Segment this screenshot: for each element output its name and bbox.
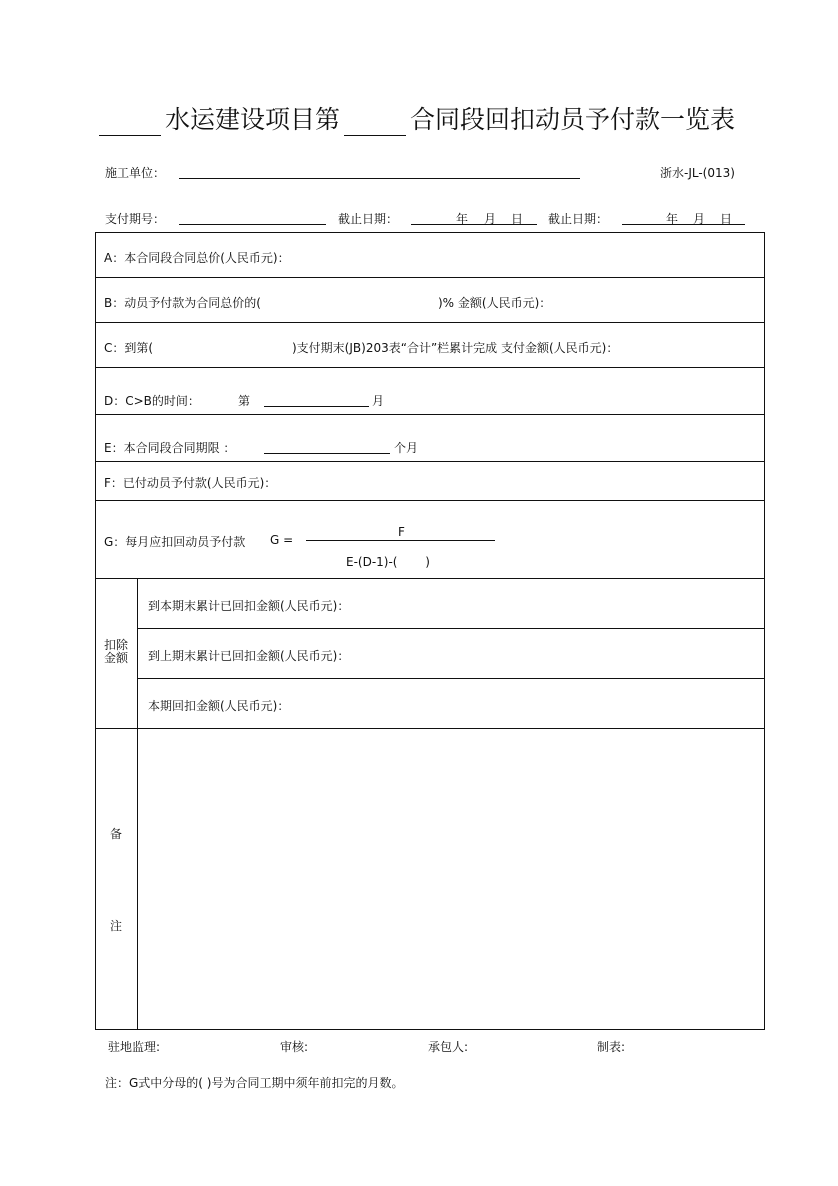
row-d-field[interactable]: [264, 406, 369, 407]
row-a: A：本合同段合同总价(人民币元)：: [104, 251, 290, 265]
row-c-amount: )支付期末(JB)203表“合计”栏累计完成 支付金额(人民币元)：: [292, 341, 619, 355]
row-c-label: C：到第(: [104, 341, 154, 355]
cumulative-to-current: 到本期末累计已回扣金额(人民币元)：: [148, 599, 350, 613]
remarks-label-1: 备: [110, 827, 123, 841]
current-deduction: 本期回扣金额(人民币元)：: [148, 699, 290, 713]
section-no-blank[interactable]: [344, 113, 406, 136]
row-b-label: B：动员予付款为合同总价的(: [104, 296, 261, 310]
cumulative-to-previous: 到上期末累计已回扣金额(人民币元)：: [148, 649, 350, 663]
cutoff2-label: 截止日期：: [548, 212, 609, 226]
sig-contractor: 承包人:: [428, 1040, 469, 1054]
deduction-label: 扣除 金额: [104, 638, 129, 665]
form-table: [95, 232, 765, 1030]
payment-no-field[interactable]: [179, 224, 326, 225]
form-code: 浙水-JL-(013): [660, 166, 735, 180]
row-f: F：已付动员予付款(人民币元)：: [104, 476, 277, 490]
remarks-area[interactable]: [138, 729, 764, 1029]
day-label: 日: [720, 212, 733, 226]
contractor-label: 施工单位：: [105, 166, 166, 180]
fraction-bar: [306, 540, 495, 541]
footnote: 注：G式中分母的( )号为合同工期中须年前扣完的月数。: [105, 1076, 404, 1090]
row-d-month: 月: [372, 394, 385, 408]
formula-denominator: E-(D-1)-( ): [346, 555, 430, 569]
row-d-label: D：C>B的时间：: [104, 394, 200, 408]
row-g-label: G：每月应扣回动员予付款: [104, 535, 246, 549]
sig-supervisor: 驻地监理:: [108, 1040, 161, 1054]
row-b-amount: )% 金额(人民币元)：: [438, 296, 552, 310]
formula-numerator: F: [398, 525, 405, 539]
row-e-label: E：本合同段合同期限 ：: [104, 441, 236, 455]
year-label: 年: [456, 212, 469, 226]
year-label: 年: [666, 212, 679, 226]
project-name-blank[interactable]: [99, 113, 161, 136]
payment-no-label: 支付期号：: [105, 212, 166, 226]
month-label: 月: [484, 212, 497, 226]
title-part1: 水运建设项目第: [165, 105, 341, 134]
title-part2: 合同段回扣动员予付款一览表: [410, 105, 736, 134]
page-title: [95, 100, 735, 136]
sig-review: 审核:: [280, 1040, 309, 1054]
contractor-field[interactable]: [179, 178, 580, 179]
row-e-field[interactable]: [264, 453, 390, 454]
row-g-eq: G =: [270, 533, 294, 547]
row-e-unit: 个月: [394, 441, 419, 455]
cutoff1-label: 截止日期：: [338, 212, 399, 226]
month-label: 月: [693, 212, 706, 226]
sig-preparer: 制表:: [597, 1040, 626, 1054]
row-d-di: 第: [238, 394, 251, 408]
day-label: 日: [511, 212, 524, 226]
remarks-label-2: 注: [110, 919, 123, 933]
